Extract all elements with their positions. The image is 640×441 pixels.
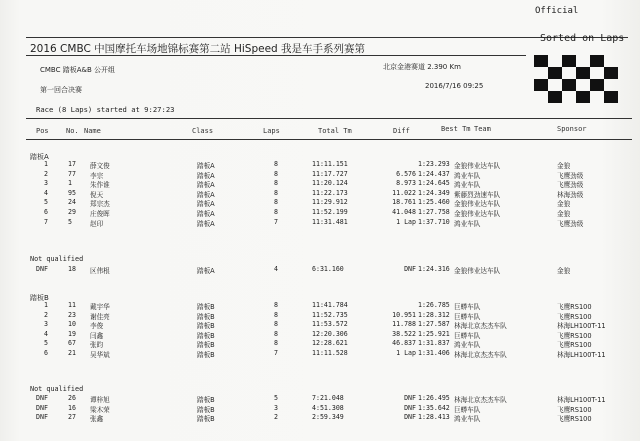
cell-sponsor: 飞鹰劲级	[557, 181, 584, 190]
cell-total: 11:52.199	[312, 208, 348, 216]
section-label: 踏板B	[30, 294, 49, 302]
cell-diff: 10.951	[392, 310, 416, 319]
cell-no: 67	[68, 339, 76, 348]
section-label: 踏板A	[30, 153, 49, 161]
cell-diff: 38.522	[392, 329, 416, 338]
cell-no: 17	[68, 160, 76, 168]
header-total: Total Tm	[318, 127, 352, 135]
cell-total: 11:17.727	[312, 169, 348, 178]
result-row	[0, 208, 640, 218]
cell-diff: 18.761	[392, 198, 416, 207]
cell-diff: DNF	[404, 265, 416, 273]
cell-pos: DNF	[36, 265, 48, 273]
cell-no: 10	[68, 320, 76, 329]
cell-laps: 7	[274, 217, 278, 226]
cell-laps: 8	[274, 160, 278, 168]
header-no: No.	[66, 127, 79, 135]
cell-diff: 46.837	[392, 339, 416, 348]
cell-team: 巨蟒车队	[454, 405, 481, 414]
cell-sponsor: 林海LH100T-11	[557, 396, 606, 404]
race-info: Race (8 Laps) started at 9:27:23	[36, 105, 175, 114]
header-diff: Diff	[393, 127, 410, 135]
result-row	[0, 339, 640, 349]
cell-diff: 11.022	[392, 188, 416, 197]
cell-name: 朱作谁	[90, 181, 110, 190]
cell-laps: 7	[274, 349, 278, 357]
cell-pos: DNF	[36, 413, 48, 422]
cell-laps: 8	[274, 329, 278, 338]
cell-total: 11:22.173	[312, 188, 348, 197]
cell-best: 1:26.495	[418, 394, 450, 402]
cell-no: 11	[68, 301, 76, 309]
cell-sponsor: 飞鹰RS100	[557, 415, 592, 424]
cell-no: 19	[68, 329, 76, 338]
cell-class: 踏板A	[197, 210, 215, 218]
cell-best: 1:31.837	[418, 339, 450, 348]
cell-class: 踏板B	[197, 331, 215, 340]
not-qualified-row	[0, 394, 640, 404]
cell-class: 踏板B	[197, 351, 215, 359]
cell-laps: 4	[274, 265, 278, 273]
cell-team: 金狼伟业达车队	[454, 200, 501, 209]
cell-pos: 6	[44, 349, 48, 357]
result-row	[0, 160, 640, 170]
cell-sponsor: 飞鹰RS100	[557, 341, 592, 350]
cell-total: 11:29.912	[312, 198, 348, 207]
cell-class: 踏板A	[197, 200, 215, 209]
cell-pos: 4	[44, 188, 48, 197]
cell-sponsor: 林海LH100T-11	[557, 351, 606, 359]
cell-diff: DNF	[404, 394, 416, 402]
not-qualified-row	[0, 413, 640, 423]
cell-total: 11:11.151	[312, 160, 348, 168]
not-qualified-row	[0, 265, 640, 275]
cell-total: 11:52.735	[312, 310, 348, 319]
round-label: 第一回合决赛	[40, 86, 82, 94]
cell-best: 1:24.316	[418, 265, 450, 273]
cell-sponsor: 飞鹰劲级	[557, 171, 584, 180]
cell-pos: 2	[44, 169, 48, 178]
header-team: Team	[474, 125, 491, 133]
cell-best: 1:28.312	[418, 310, 450, 319]
cell-diff: 8.973	[396, 179, 416, 188]
official-label: Official	[535, 6, 579, 16]
cell-class: 踏板B	[197, 303, 215, 311]
cell-sponsor: 金狼	[557, 162, 571, 170]
cell-name: 吴华斌	[90, 351, 110, 359]
cell-total: 11:41.784	[312, 301, 348, 309]
cell-total: 11:31.481	[312, 217, 348, 226]
cell-team: 巨蟒车队	[454, 312, 481, 321]
cell-team: 鸿业车队	[454, 219, 481, 228]
event-title: 2016 CMBC 中国摩托车场地锦标赛第二站 HiSpeed 我是车手系列赛第	[30, 43, 366, 55]
cell-best: 1:25.921	[418, 329, 450, 338]
not-qualified-label: Not qualified	[30, 255, 84, 263]
cell-best: 1:27.587	[418, 320, 450, 329]
result-row	[0, 320, 640, 330]
cell-pos: 1	[44, 160, 48, 168]
cell-diff: 1 Lap	[396, 217, 416, 226]
cell-no: 27	[68, 413, 76, 422]
cell-sponsor: 金狼	[557, 267, 571, 275]
result-row	[0, 170, 640, 180]
cell-team: 巨蟒车队	[454, 331, 481, 340]
cell-no: 23	[68, 310, 76, 319]
cell-team: 鸿业车队	[454, 415, 481, 424]
not-qualified-label: Not qualified	[30, 385, 84, 393]
cell-no: 16	[68, 403, 76, 412]
cell-name: 薛文俊	[90, 162, 110, 170]
cell-sponsor: 飞鹰RS100	[557, 405, 592, 414]
result-row	[0, 330, 640, 340]
date-time: 2016/7/16 09:25	[425, 82, 484, 90]
cell-no: 26	[68, 394, 76, 402]
cell-class: 踏板B	[197, 312, 215, 321]
cell-sponsor: 金狼	[557, 210, 571, 218]
title-rule	[26, 55, 526, 56]
cell-laps: 8	[274, 339, 278, 348]
cell-total: 11:11.528	[312, 349, 348, 357]
cell-class: 踏板B	[197, 405, 215, 414]
cell-team: 金狼伟业达车队	[454, 162, 501, 170]
cell-pos: 1	[44, 301, 48, 309]
cell-class: 踏板A	[197, 267, 215, 275]
cell-name: 区伟根	[90, 267, 110, 275]
cell-best: 1:28.413	[418, 413, 450, 422]
cell-class: 踏板A	[197, 219, 215, 228]
cell-pos: 2	[44, 310, 48, 319]
cell-name: 戴宇华	[90, 303, 110, 311]
cell-diff: DNF	[404, 403, 416, 412]
cell-pos: 4	[44, 329, 48, 338]
cell-class: 踏板A	[197, 181, 215, 190]
cell-pos: 7	[44, 217, 48, 226]
cell-name: 庄俊晖	[90, 210, 110, 218]
cell-total: 2:59.349	[312, 413, 344, 422]
result-row	[0, 179, 640, 189]
header-rule-top	[26, 118, 632, 119]
header-class: Class	[192, 127, 214, 135]
cell-best: 1:24.349	[418, 188, 450, 197]
result-row	[0, 189, 640, 199]
cell-team: 林海北京杰杰车队	[454, 322, 507, 331]
cell-total: 12:28.621	[312, 339, 348, 348]
cell-total: 6:31.160	[312, 265, 344, 273]
cell-pos: 5	[44, 198, 48, 207]
cell-name: 张昀	[90, 341, 104, 350]
cell-laps: 8	[274, 198, 278, 207]
cell-sponsor: 林海劲级	[557, 190, 584, 199]
cell-name: 郑宗杰	[90, 200, 110, 209]
cell-name: 倪天	[90, 190, 104, 199]
sorted-on-label: Sorted on Laps	[540, 33, 625, 44]
cell-no: 77	[68, 169, 76, 178]
cell-best: 1:25.460	[418, 198, 450, 207]
cell-name: 张鑫	[90, 415, 104, 424]
header-pos: Pos	[36, 127, 49, 135]
result-row	[0, 311, 640, 321]
header-sponsor: Sponsor	[557, 125, 587, 133]
cell-laps: 8	[274, 301, 278, 309]
cell-best: 1:23.293	[418, 160, 450, 168]
cell-laps: 8	[274, 188, 278, 197]
cell-class: 踏板A	[197, 190, 215, 199]
cell-name: 谢佳亮	[90, 312, 110, 321]
cell-diff: 41.048	[392, 208, 416, 216]
cell-class: 踏板B	[197, 415, 215, 424]
result-row	[0, 198, 640, 208]
cell-diff: 6.576	[396, 169, 416, 178]
cell-no: 5	[68, 217, 72, 226]
result-row	[0, 218, 640, 228]
cell-team: 紫藤烈劲速车队	[454, 190, 501, 199]
header-rule-bottom	[26, 139, 632, 140]
cell-best: 1:26.785	[418, 301, 450, 309]
cell-total: 11:20.124	[312, 179, 348, 188]
cell-team: 鸿业车队	[454, 341, 481, 350]
cell-no: 18	[68, 265, 76, 273]
cell-class: 踏板B	[197, 341, 215, 350]
cell-diff: 11.788	[392, 320, 416, 329]
cell-no: 1	[68, 179, 72, 188]
cell-team: 金狼伟业达车队	[454, 210, 501, 218]
cell-name: 赵印	[90, 219, 104, 228]
cell-no: 24	[68, 198, 76, 207]
cell-sponsor: 林海LH100T-11	[557, 322, 606, 331]
cell-team: 巨蟒车队	[454, 303, 481, 311]
cell-team: 鸿业车队	[454, 171, 481, 180]
cell-team: 金狼伟业达车队	[454, 267, 501, 275]
cell-name: 李俊	[90, 322, 104, 331]
result-row	[0, 301, 640, 311]
cell-best: 1:24.645	[418, 179, 450, 188]
cell-best: 1:31.406	[418, 349, 450, 357]
cell-class: 踏板A	[197, 171, 215, 180]
header-best: Best Tm	[441, 125, 471, 133]
cell-pos: 6	[44, 208, 48, 216]
cell-no: 95	[68, 188, 76, 197]
venue: 北京金港赛道 2.390 Km	[383, 63, 461, 71]
cell-class: 踏板B	[197, 322, 215, 331]
cell-diff: DNF	[404, 413, 416, 422]
cell-best: 1:37.710	[418, 217, 450, 226]
cell-laps: 5	[274, 394, 278, 402]
cell-laps: 8	[274, 179, 278, 188]
cell-laps: 8	[274, 208, 278, 216]
header-name: Name	[84, 127, 101, 135]
cell-total: 12:20.306	[312, 329, 348, 338]
cell-laps: 8	[274, 310, 278, 319]
cell-sponsor: 飞鹰RS100	[557, 312, 592, 321]
cell-no: 29	[68, 208, 76, 216]
cell-pos: DNF	[36, 394, 48, 402]
cell-best: 1:27.758	[418, 208, 450, 216]
cell-sponsor: 飞鹰RS100	[557, 331, 592, 340]
cell-diff: 1 Lap	[396, 349, 416, 357]
class-line: CMBC 踏板A&B 公开组	[40, 66, 115, 74]
cell-no: 21	[68, 349, 76, 357]
cell-team: 林海北京杰杰车队	[454, 396, 507, 404]
cell-name: 闫鑫	[90, 331, 104, 340]
header-laps: Laps	[263, 127, 280, 135]
cell-name: 谭梓旭	[90, 396, 110, 404]
cell-sponsor: 金狼	[557, 200, 571, 209]
top-rule	[26, 37, 628, 38]
checkered-flag	[534, 55, 618, 103]
cell-pos: 3	[44, 320, 48, 329]
not-qualified-row	[0, 404, 640, 414]
cell-team: 林海北京杰杰车队	[454, 351, 507, 359]
cell-best: 1:35.642	[418, 403, 450, 412]
cell-name: 梁木荣	[90, 405, 110, 414]
cell-total: 11:53.572	[312, 320, 348, 329]
cell-laps: 8	[274, 320, 278, 329]
result-row	[0, 349, 640, 359]
cell-laps: 2	[274, 413, 278, 422]
cell-total: 7:21.048	[312, 394, 344, 402]
cell-pos: DNF	[36, 403, 48, 412]
cell-total: 4:51.308	[312, 403, 344, 412]
cell-class: 踏板A	[197, 162, 215, 170]
cell-team: 鸿业车队	[454, 181, 481, 190]
cell-class: 踏板B	[197, 396, 215, 404]
cell-pos: 3	[44, 179, 48, 188]
cell-pos: 5	[44, 339, 48, 348]
cell-sponsor: 飞鹰RS100	[557, 303, 592, 311]
cell-laps: 3	[274, 403, 278, 412]
cell-sponsor: 飞鹰劲级	[557, 219, 584, 228]
cell-laps: 8	[274, 169, 278, 178]
cell-best: 1:24.437	[418, 169, 450, 178]
cell-name: 李宗	[90, 171, 104, 180]
